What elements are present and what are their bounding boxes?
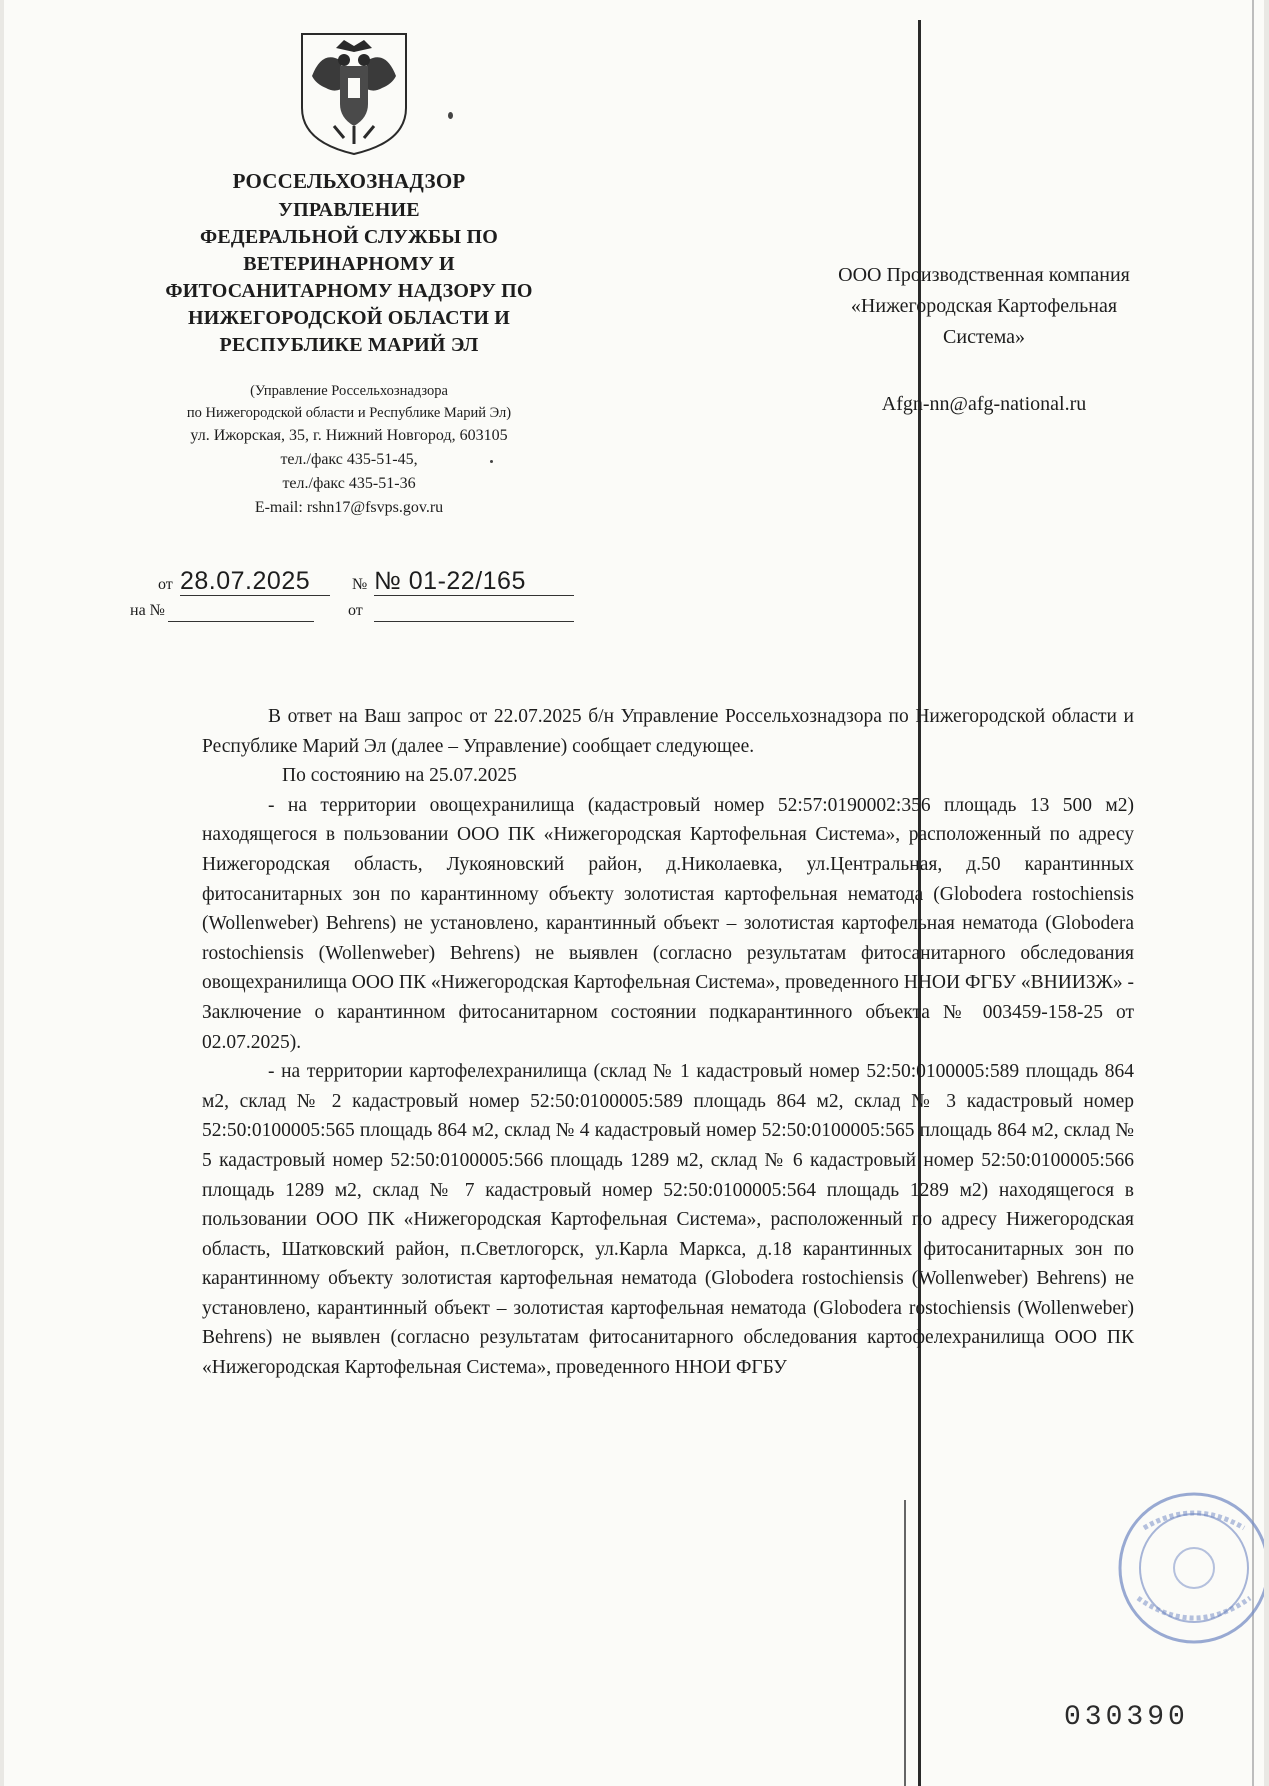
body-paragraph: По состоянию на 25.07.2025: [282, 765, 517, 787]
reference-date-underline: [374, 621, 574, 622]
reference-label: на №: [130, 602, 165, 619]
agency-name: РОССЕЛЬХОЗНАДЗОР: [232, 169, 466, 193]
date-label: от: [158, 576, 173, 593]
org-line: УПРАВЛЕНИЕ: [278, 199, 420, 221]
reference-underline: [168, 621, 314, 622]
sender-phone: тел./факс 435-51-45,: [280, 451, 418, 468]
registration-date: 28.07.2025: [180, 567, 311, 595]
recipient-line: ООО Производственная компания: [838, 264, 1130, 286]
reference-from-label: от: [348, 602, 363, 619]
body-paragraph: В ответ на Ваш запрос от 22.07.2025 б/н Управление Россельхознадзора по Нижегородской области и Республике Марий Эл (далее – Управление) сообщает следующее.: [202, 706, 1134, 757]
registration-row: [130, 562, 580, 596]
body-paragraph: - на территории картофелехранилища (склад № 1 кадастровый номер 52:50:0100005:589 площадь 864 м2, склад № 2 кадастровый номер 52:50:0100005:589 площадь 864 м2, склад № 3 кадастровый номер 52:50:0100005:565 площадь 864 м2, склад № 4 кадастровый номер 52:50:0100005:565 площадь 864 м2, склад № 5 кадастровый номер 52:50:0100005:566 площадь 1289 м2, склад № 6 кадастровый номер 52:50:0100005:566 площадь 1289 м2, склад № 7 кадастровый номер 52:50:0100005:564 площадь 1289 м2) находящегося в пользовании ООО ПК «Нижегородская Картофельная Система», расположенный по адресу Нижегородская область, Шатковский район, п.Светлогорск, ул.Карла Маркса, д.18 карантинных фитосанитарных зон по карантинному объекту золотистая картофельная нематода (Globodera rostochiensis (Wollenweber) Behrens) не установлено, карантинный объект – золотистая картофельная нематода (Globodera rostochiensis (Wollenweber) Behrens) не выявлен (согласно результатам фитосанитарного обследования картофелехранилища ООО ПК «Нижегородская Картофельная Система», проведенного ННОИ ФГБУ: [202, 1061, 1134, 1379]
document-serial-number: 030390: [1064, 1702, 1189, 1733]
seal-stamp-icon: [1114, 1488, 1264, 1648]
org-line: ФЕДЕРАЛЬНОЙ СЛУЖБЫ ПО: [200, 226, 498, 248]
reference-row: [130, 596, 580, 622]
sender-organization: [114, 168, 584, 359]
recipient-line: «Нижегородская Картофельная: [850, 295, 1118, 317]
org-line: ВЕТЕРИНАРНОМУ И: [243, 253, 455, 275]
number-label: №: [352, 576, 368, 593]
org-line: НИЖЕГОРОДСКОЙ ОБЛАСТИ И: [187, 307, 511, 329]
sender-email: E-mail: rshn17@fsvps.gov.ru: [254, 499, 444, 516]
sender-contacts: [114, 380, 584, 520]
short-name-line: по Нижегородской области и Республике Марий Эл): [186, 405, 512, 421]
short-name-line: (Управление Россельхознадзора: [250, 383, 448, 399]
org-line: ФИТОСАНИТАРНОМУ НАДЗОРУ ПО: [165, 280, 533, 302]
registration-number: № 01-22/165: [374, 567, 526, 595]
scan-speck: [448, 112, 453, 119]
sender-address: ул. Ижорская, 35, г. Нижний Новгород, 603105: [190, 427, 508, 444]
sender-phone: тел./факс 435-51-36: [282, 475, 416, 492]
org-line: РЕСПУБЛИКЕ МАРИЙ ЭЛ: [219, 334, 479, 356]
recipient-line: Система»: [943, 326, 1025, 348]
coat-of-arms-icon: [296, 30, 412, 156]
letter-page: [4, 0, 1264, 1786]
recipient-block: [774, 260, 1194, 420]
body-paragraph: - на территории овощехранилища (кадастровый номер 52:57:0190002:356 площадь 13 500 м2) находящегося в пользовании ООО ПК «Нижегородская Картофельная Система», расположенный по адресу Нижегородская область, Лукояновский район, д.Николаевка, ул.Центральная, д.50 карантинных фитосанитарных зон по карантинному объекту золотистая картофельная нематода (Globodera rostochiensis (Wollenweber) Behrens) не установлено, карантинный объект – золотистая картофельная нематода (Globodera rostochiensis (Wollenweber) Behrens) не выявлен (согласно результатам фитосанитарного обследования овощехранилища ООО ПК «Нижегородская Картофельная Система», проведенного ННОИ ФГБУ «ВНИИЗЖ» - Заключение о карантинном фитосанитарном состоянии подкарантинного объекта № 003459-158-25 от 02.07.2025).: [202, 794, 1134, 1053]
letter-body: [202, 702, 1134, 1383]
recipient-email: Afgn-nn@afg-national.ru: [881, 393, 1087, 415]
scan-artifact-line-secondary: [904, 1500, 906, 1786]
